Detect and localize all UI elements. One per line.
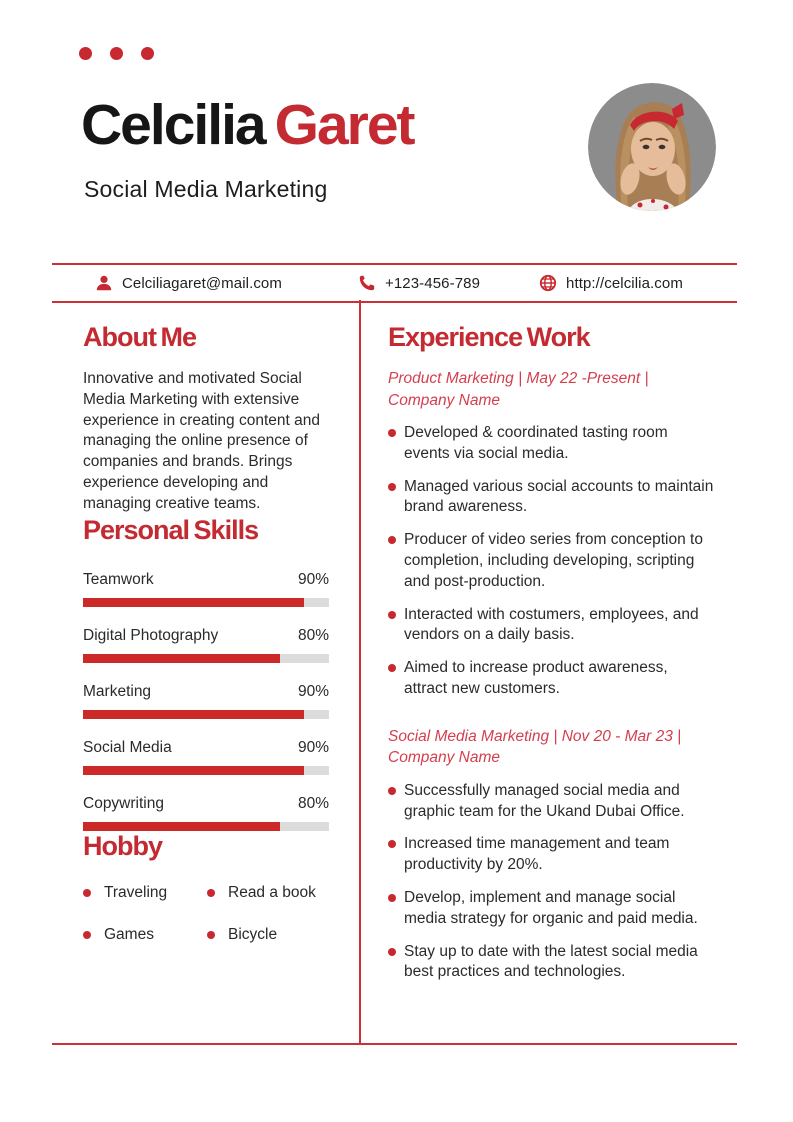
skill-bar-fill: [83, 710, 304, 719]
hobby-label: Games: [104, 925, 154, 943]
job-bullet-list: [388, 781, 714, 983]
hobby-item: [83, 926, 207, 944]
bullet-dot: [207, 931, 215, 939]
job-bullet: Successfully managed social media and graphic team for the Ukand Dubai Office.: [388, 781, 714, 823]
about-heading: About Me: [83, 322, 196, 352]
job-heading: Product Marketing | May 22 -Present | Company Name: [388, 370, 649, 409]
person-name: [81, 92, 414, 158]
skill-bar-track: [83, 598, 329, 607]
phone-icon: [358, 274, 376, 292]
hobby-label: Traveling: [104, 883, 168, 901]
hobby-heading: Hobby: [83, 830, 162, 861]
skill-bar-track: [83, 710, 329, 719]
hobby-label: Read a book: [228, 883, 316, 901]
hobby-item: [83, 884, 207, 902]
skill-bar-track: [83, 766, 329, 775]
skill-item: [83, 795, 329, 831]
job-entry: [388, 726, 714, 983]
job-bullet: Producer of video series from conception to completion, including developing, scripting and post-production.: [388, 530, 714, 592]
profile-photo: [588, 83, 716, 211]
bullet-dot: [83, 889, 91, 897]
experience-heading: Experience Work: [388, 322, 590, 352]
hobby-item: [207, 926, 329, 944]
job-heading: Social Media Marketing | Nov 20 - Mar 23 | Company Name: [388, 727, 682, 767]
skill-bar-fill: [83, 598, 304, 607]
job-bullet: Developed & coordinated tasting room events via social media.: [388, 423, 714, 465]
about-text: Innovative and motivated Social Media Marketing with extensive experience in creating content and managing the online presence of companies and brands. Brings experience developing and managing creative teams.: [83, 370, 320, 512]
skill-value: 90%: [297, 738, 329, 756]
hobby-item: [207, 884, 329, 902]
red-dot: [141, 47, 154, 60]
contact-website[interactable]: [539, 265, 683, 301]
skill-label: Social Media: [83, 738, 172, 756]
skill-bar-fill: [83, 822, 280, 831]
job-bullet: Managed various social accounts to maintain brand awareness.: [388, 477, 714, 519]
contact-phone[interactable]: [358, 265, 480, 301]
email-text: Celciliagaret@mail.com: [122, 274, 282, 292]
skill-value: 80%: [297, 626, 329, 644]
skill-label: Marketing: [83, 682, 152, 700]
skill-value: 90%: [297, 682, 329, 700]
right-column: [388, 322, 714, 983]
contact-email[interactable]: [95, 265, 282, 301]
hobby-list: [83, 884, 329, 944]
skill-bar-track: [83, 654, 329, 663]
decorative-dots: [79, 47, 154, 60]
skill-label: Digital Photography: [83, 626, 219, 644]
person-icon: [95, 274, 113, 292]
jobs-list: [388, 368, 714, 983]
profile-photo-illustration: [588, 83, 716, 211]
skill-bar-track: [83, 822, 329, 831]
column-divider: [359, 300, 361, 1043]
job-bullet: Stay up to date with the latest social media best practices and technologies.: [388, 942, 714, 984]
job-bullet: Interacted with costumers, employees, and vendors on a daily basis.: [388, 605, 714, 647]
bottom-rule: [52, 1043, 737, 1045]
website-text: http://celcilia.com: [566, 274, 683, 292]
skill-item: [83, 739, 329, 775]
skill-value: 80%: [297, 794, 329, 812]
skill-value: 90%: [297, 570, 329, 588]
job-entry: [388, 368, 714, 700]
red-dot: [110, 47, 123, 60]
first-name: Celcilia: [81, 93, 265, 157]
job-title: Social Media Marketing: [84, 176, 328, 202]
skill-bar-fill: [83, 766, 304, 775]
skill-item: [83, 683, 329, 719]
job-bullet: Develop, implement and manage social media strategy for organic and paid media.: [388, 888, 714, 930]
bullet-dot: [83, 931, 91, 939]
job-bullet: Increased time management and team productivity by 20%.: [388, 834, 714, 876]
skills-list: [83, 571, 329, 831]
red-dot: [79, 47, 92, 60]
skills-heading: Personal Skills: [83, 514, 259, 545]
skill-label: Teamwork: [83, 570, 154, 588]
bullet-dot: [207, 889, 215, 897]
skill-item: [83, 627, 329, 663]
globe-icon: [539, 274, 557, 292]
skill-bar-fill: [83, 654, 280, 663]
last-name: Garet: [274, 93, 414, 157]
skill-label: Copywriting: [83, 794, 164, 812]
hobby-label: Bicycle: [228, 925, 278, 943]
skill-item: [83, 571, 329, 607]
left-column: [83, 322, 329, 944]
job-bullet: Aimed to increase product awareness, attract new customers.: [388, 658, 714, 700]
job-bullet-list: [388, 423, 714, 700]
contact-bar: [52, 263, 737, 303]
phone-text: +123-456-789: [385, 274, 481, 292]
